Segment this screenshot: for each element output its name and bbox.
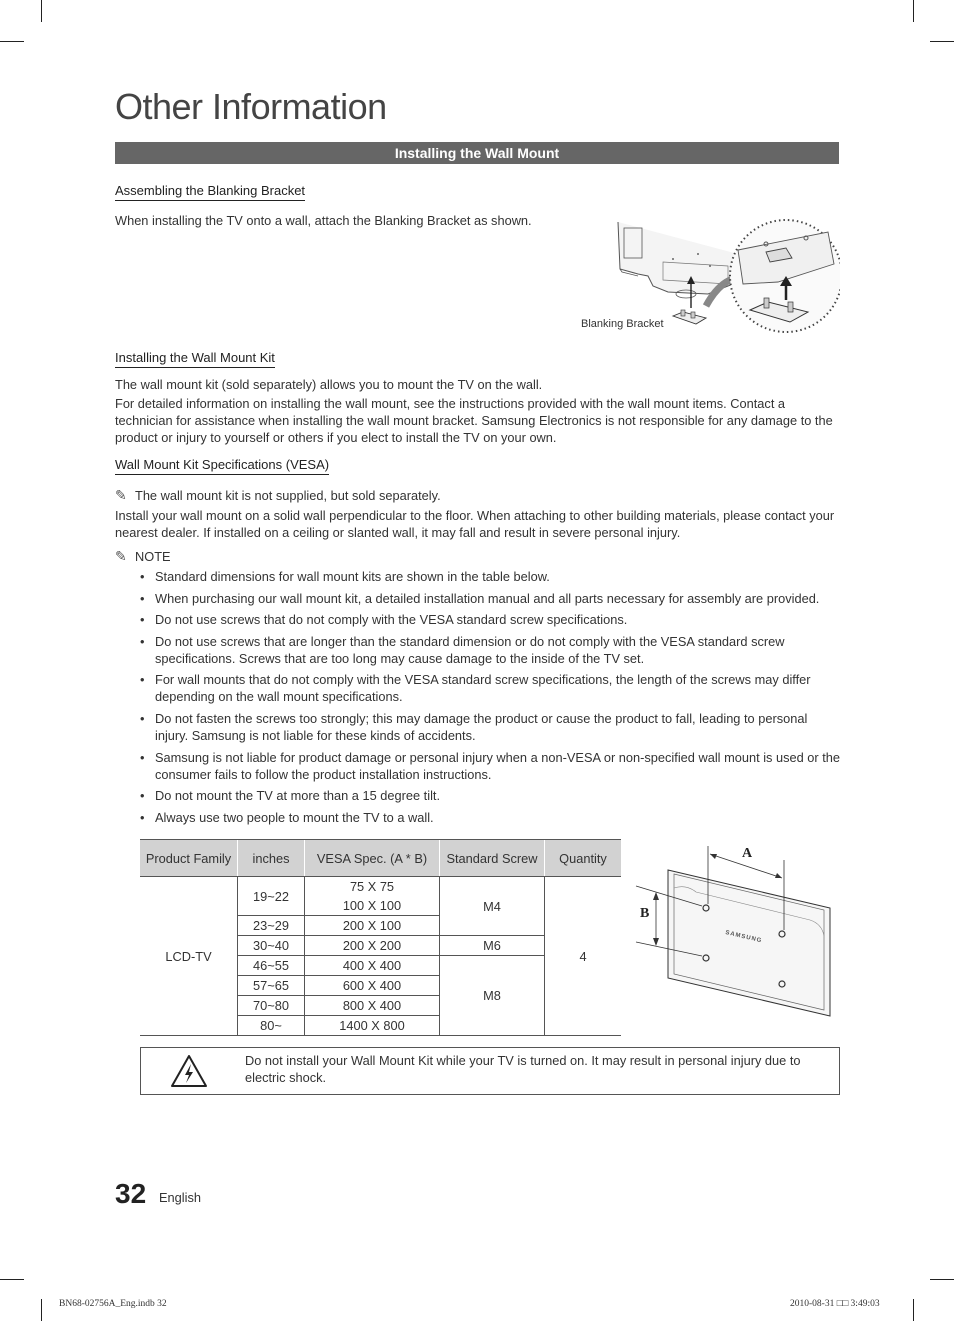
sold-separately-text: The wall mount kit is not supplied, but sold separately. (135, 488, 441, 503)
note-bullet: • Always use two people to mount the TV to a wall. (140, 809, 840, 826)
header-inches: inches (238, 840, 305, 877)
vesa-cell: 200 X 200 (305, 936, 440, 956)
inches-cell: 30~40 (238, 936, 305, 956)
crop-mark (41, 0, 42, 22)
blanking-bracket-label: Blanking Bracket (581, 318, 664, 330)
warning-text: Do not install your Wall Mount Kit while your TV is turned on. It may result in personal injury due to electric shock. (245, 1053, 801, 1085)
inches-cell: 19~22 (238, 877, 305, 916)
screw-cell: M4 (440, 877, 545, 936)
page-language: English (159, 1190, 201, 1205)
note-bullet: • For wall mounts that do not comply with the VESA standard screw specifications, the length of the screws may differ depending on the wall mount specifications. (140, 671, 840, 705)
screw-cell: M8 (440, 956, 545, 1036)
note-bullet: • Do not fasten the screws too strongly; this may damage the product or cause the product to fall, leading to personal injury. Samsung is not liable for these kinds of accidents. (140, 710, 840, 744)
note-bullet: • Do not mount the TV at more than a 15 degree tilt. (140, 787, 840, 804)
header-standard-screw: Standard Screw (440, 840, 545, 877)
vesa-cell: 200 X 100 (305, 916, 440, 936)
inches-cell: 46~55 (238, 956, 305, 976)
quantity-cell: 4 (545, 877, 622, 1036)
crop-mark (913, 1299, 914, 1321)
page-number: 32 (115, 1178, 147, 1209)
header-product-family: Product Family (140, 840, 238, 877)
wall-mount-kit-para1: The wall mount kit (sold separately) allows you to mount the TV on the wall. (115, 377, 543, 392)
note-bullet-list (140, 568, 840, 830)
vesa-dimension-diagram (630, 838, 840, 1020)
install-instructions-text: Install your wall mount on a solid wall perpendicular to the floor. When attaching to other building materials, please contact your nearest dealer. If installed on a ceiling or slanted wall, it may fall and result in severe personal injury. (115, 508, 835, 540)
section-banner: Installing the Wall Mount (115, 142, 839, 164)
table-header-row (140, 840, 621, 877)
vesa-value: 75 X 75 (349, 879, 395, 894)
header-vesa-spec: VESA Spec. (A * B) (305, 840, 440, 877)
footer-timestamp: 2010-08-31 □□ 3:49:03 (790, 1299, 880, 1309)
screw-cell: M6 (440, 936, 545, 956)
sold-separately-note (115, 487, 441, 504)
electric-shock-warning-icon (170, 1054, 208, 1088)
pencil-note-icon: ✎ (115, 487, 127, 503)
crop-mark (930, 1279, 954, 1280)
vesa-cell (305, 877, 440, 916)
crop-mark (41, 1299, 42, 1321)
note-bullet: • Do not use screws that do not comply with the VESA standard screw specifications. (140, 611, 840, 628)
blanking-bracket-text: When installing the TV onto a wall, attach the Blanking Bracket as shown. (115, 213, 532, 228)
note-label: NOTE (135, 549, 171, 564)
blanking-bracket-heading: Assembling the Blanking Bracket (115, 183, 305, 201)
wall-mount-kit-text (115, 376, 841, 446)
vesa-cell: 600 X 400 (305, 976, 440, 996)
vesa-value: 100 X 100 (342, 898, 402, 913)
note-heading (115, 548, 171, 565)
wall-mount-kit-para2: For detailed information on installing the wall mount, see the instructions provided with the wall mount items. Contact a technician for assistance when installing the wall mount bracket. Samsung Electronics is not responsible for any damage to the product or injury to yourself or others if you elect to install the TV on your own. (115, 396, 833, 445)
header-quantity: Quantity (545, 840, 622, 877)
inches-cell: 23~29 (238, 916, 305, 936)
inches-cell: 70~80 (238, 996, 305, 1016)
note-bullet: • Do not use screws that are longer than the standard dimension or do not comply with the VESA standard screw specifications. Screws that are too long may cause damage to the inside of the TV set. (140, 633, 840, 667)
product-family-cell: LCD-TV (140, 877, 238, 1036)
dimension-a-label: A (742, 846, 753, 861)
table-row (140, 877, 621, 916)
crop-mark (913, 0, 914, 22)
note-bullet: • Standard dimensions for wall mount kits are shown in the table below. (140, 568, 840, 585)
crop-mark (0, 41, 24, 42)
vesa-spec-table (140, 839, 621, 1036)
note-bullet: • When purchasing our wall mount kit, a detailed installation manual and all parts necessary for assembly are provided. (140, 590, 840, 607)
vesa-cell: 800 X 400 (305, 996, 440, 1016)
vesa-cell: 400 X 400 (305, 956, 440, 976)
dimension-b-label: B (640, 906, 650, 921)
wall-mount-kit-heading: Installing the Wall Mount Kit (115, 350, 275, 368)
page-title: Other Information (115, 86, 387, 127)
vesa-cell: 1400 X 800 (305, 1016, 440, 1036)
crop-mark (0, 1279, 24, 1280)
vesa-heading: Wall Mount Kit Specifications (VESA) (115, 457, 329, 475)
pencil-note-icon: ✎ (115, 548, 127, 564)
crop-mark (930, 41, 954, 42)
inches-cell: 80~ (238, 1016, 305, 1036)
samsung-logo: SAMSUNG (724, 930, 763, 945)
inches-cell: 57~65 (238, 976, 305, 996)
footer-file-info: BN68-02756A_Eng.indb 32 (59, 1299, 167, 1309)
note-bullet: • Samsung is not liable for product damage or personal injury when a non-VESA or non-specified wall mount is used or the consumer fails to follow the product installation instructions. (140, 749, 840, 783)
